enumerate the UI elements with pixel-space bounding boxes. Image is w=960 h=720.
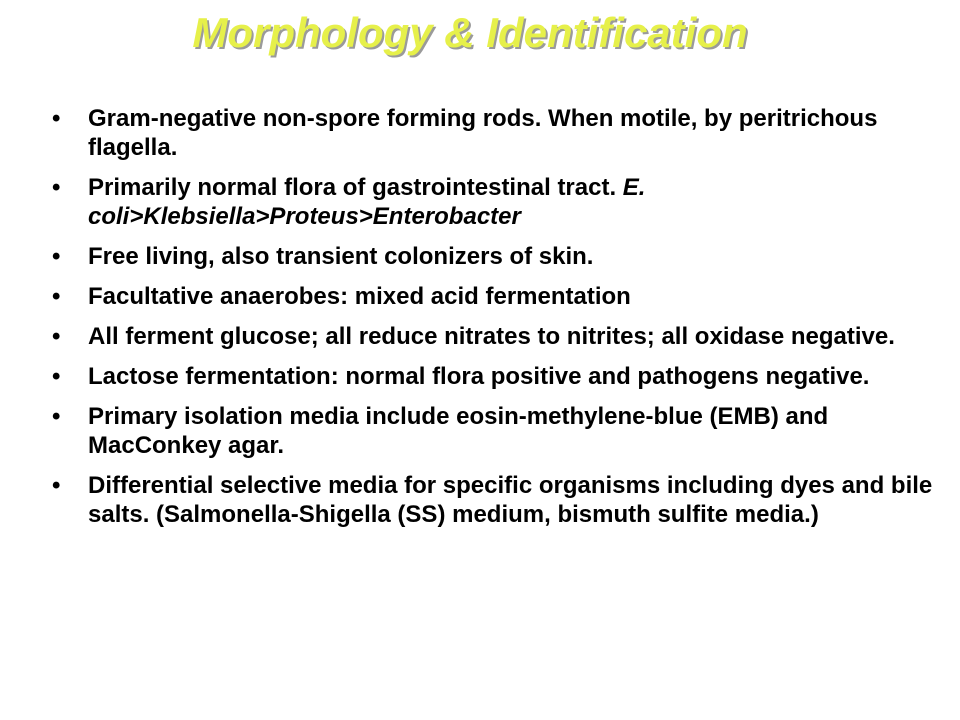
slide-title: Morphology & Identification — [192, 9, 748, 56]
bullet-text: All ferment glucose; all reduce nitrates to nitrites; all oxidase negative. — [88, 323, 895, 350]
bullet-dot-icon: • — [52, 472, 61, 499]
bullet-item-glucose — [48, 322, 938, 351]
bullet-item-anaerobes — [48, 282, 938, 311]
bullet-dot-icon: • — [52, 363, 61, 390]
bullet-text: Free living, also transient colonizers of skin. — [88, 243, 594, 270]
bullet-item-isolation-media — [48, 402, 938, 460]
bullet-dot-icon: • — [52, 323, 61, 350]
bullet-text: Primarily normal flora of gastrointestinal tract. — [88, 174, 623, 201]
bullet-text: Differential selective media for specific organisms including dyes and bile salts. (Salmonella-Shigella (SS) medium, bismuth sulfite media.) — [88, 472, 933, 528]
bullet-list — [48, 104, 938, 540]
bullet-text: Primary isolation media include eosin-methylene-blue (EMB) and MacConkey agar. — [88, 403, 829, 459]
bullet-text: Gram-negative non-spore forming rods. When motile, by peritrichous flagella. — [88, 105, 878, 161]
bullet-dot-icon: • — [52, 243, 61, 270]
bullet-dot-icon: • — [52, 403, 61, 430]
bullet-dot-icon: • — [52, 105, 61, 132]
bullet-item-selective-media — [48, 471, 938, 529]
bullet-item-morphology — [48, 104, 938, 162]
bullet-text: Lactose fermentation: normal flora positive and pathogens negative. — [88, 363, 870, 390]
bullet-dot-icon: • — [52, 174, 61, 201]
bullet-dot-icon: • — [52, 283, 61, 310]
bullet-text: Facultative anaerobes: mixed acid fermentation — [88, 283, 631, 310]
bullet-text-italic-organisms: E. coli>Klebsiella>Proteus>Enterobacter — [88, 174, 646, 230]
bullet-item-free-living — [48, 242, 938, 271]
bullet-item-normal-flora — [48, 173, 938, 231]
bullet-item-lactose — [48, 362, 938, 391]
